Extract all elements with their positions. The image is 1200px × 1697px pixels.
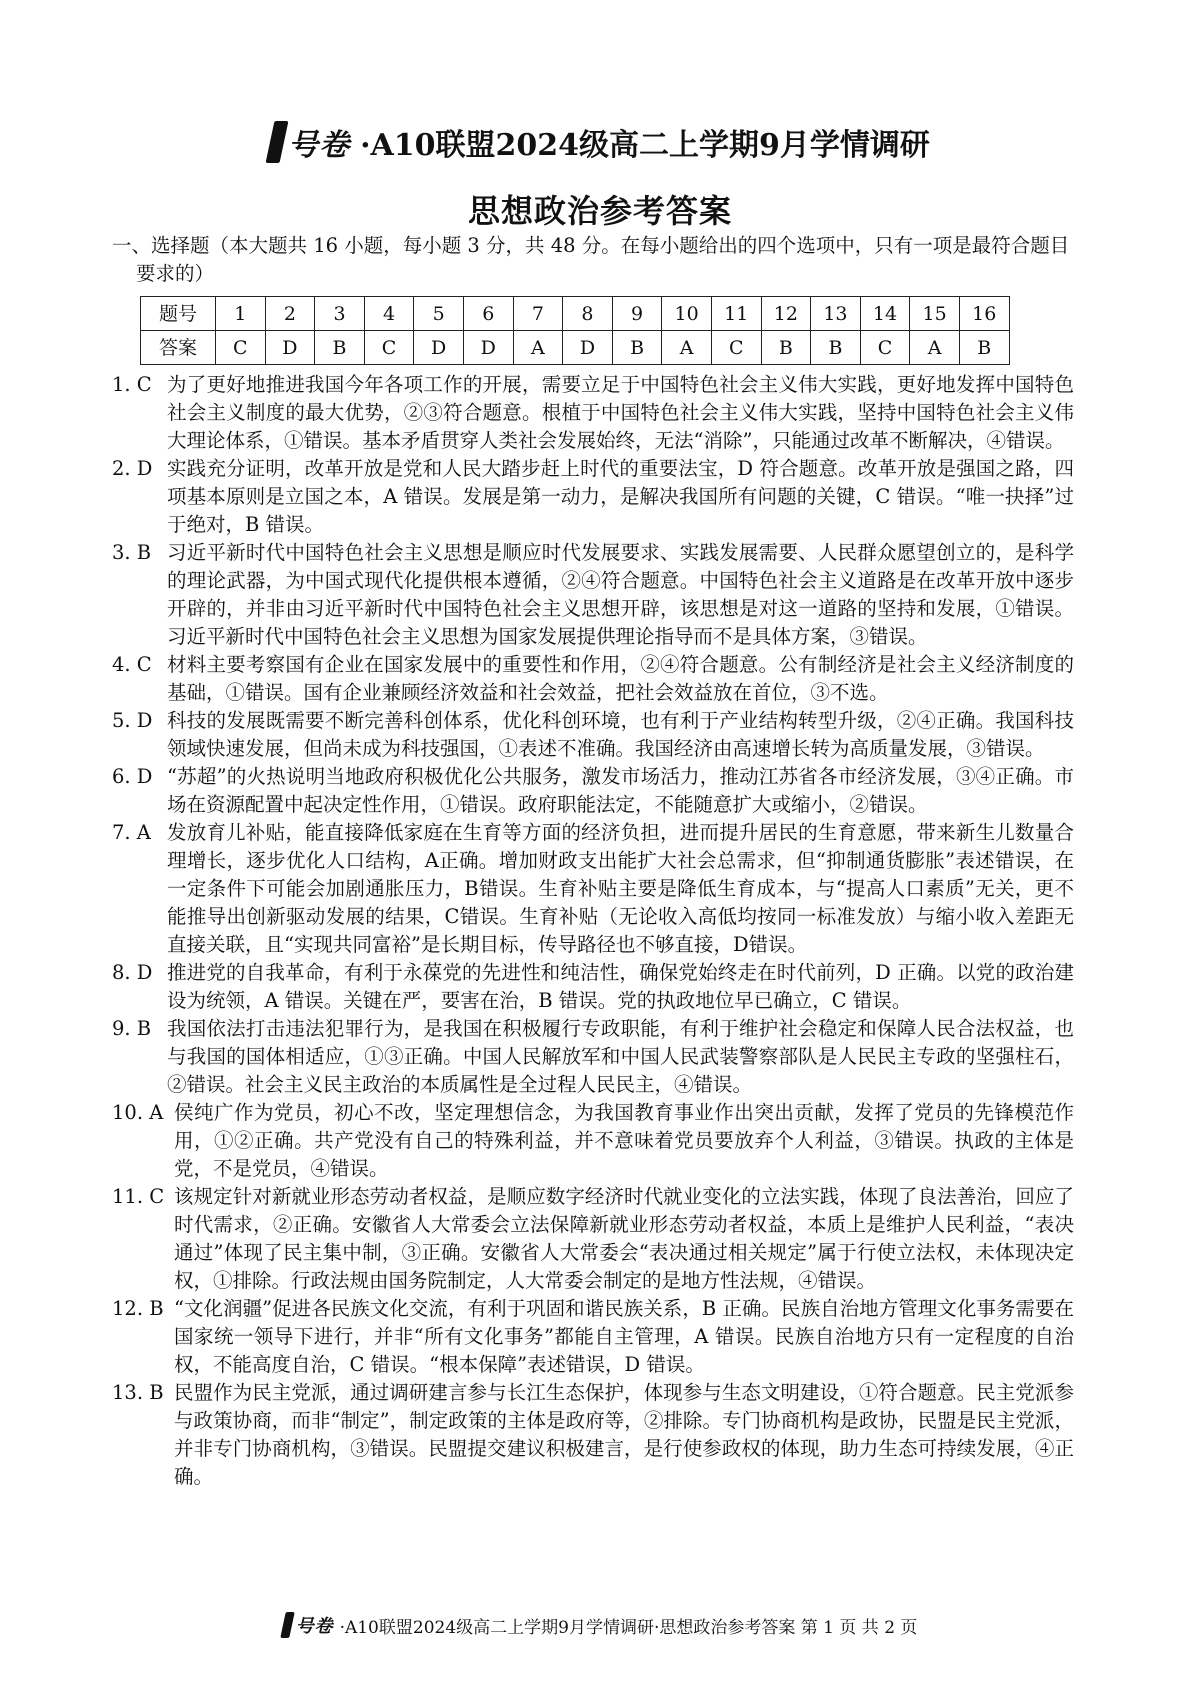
item-text: 该规定针对新就业形态劳动者权益，是顺应数字经济时代就业变化的立法实践，体现了良法善治，回应了时代需求，②正确。安徽省人大常委会立法保障新就业形态劳动者权益，本质上是维护人民利益，“表决通过”体现了民主集中制，③正确。安徽省人大常委会“表决通过相关规定”属于行使立法权，未体现决定权，①排除。行政法规由国务院制定，人大常委会制定的是地方性法规，④错误。 (174, 1185, 1074, 1292)
explanation-item (112, 371, 1074, 455)
answer-cell: B (612, 331, 662, 365)
answer-cell: D (414, 331, 464, 365)
explanation-item (112, 1379, 1074, 1491)
answer-cell: D (563, 331, 613, 365)
answer-cell: A (662, 331, 712, 365)
item-text: 发放育儿补贴，能直接降低家庭在生育等方面的经济负担，进而提升居民的生育意愿，带来新生儿数量合理增长，逐步优化人口结构，A正确。增加财政支出能扩大社会总需求，但“抑制通货膨胀”表述错误，在一定条件下可能会加剧通胀压力，B错误。生育补贴主要是降低生育成本，与“提高人口素质”无关，更不能推导出创新驱动发展的结果，C错误。生育补贴（无论收入高低均按同一标准发放）与缩小收入差距无直接关联，且“实现共同富裕”是长期目标，传导路径也不够直接，D错误。 (167, 821, 1074, 956)
answer-cell: A (513, 331, 563, 365)
question-number: 14 (860, 297, 910, 331)
answer-row (141, 331, 1010, 365)
row-label: 答案 (141, 331, 216, 365)
item-number: 4. C (112, 653, 152, 676)
question-number: 13 (811, 297, 861, 331)
question-number: 3 (315, 297, 365, 331)
answer-cell: B (811, 331, 861, 365)
item-number: 8. D (112, 961, 153, 984)
explanation-item (112, 959, 1074, 1015)
document-title: ·A10联盟2024级高二上学期9月学情调研 (360, 128, 930, 163)
question-number: 11 (711, 297, 761, 331)
item-text: “苏超”的火热说明当地政府积极优化公共服务，激发市场活力，推动江苏省各市经济发展，③④正确。市场在资源配置中起决定性作用，①错误。政府职能法定，不能随意扩大或缩小，②错误。 (167, 765, 1074, 816)
explanation-item (112, 455, 1074, 539)
explanation-item (112, 1183, 1074, 1295)
item-number: 10. A (112, 1101, 164, 1124)
question-number: 16 (959, 297, 1009, 331)
item-text: 科技的发展既需要不断完善科创体系，优化科创环境，也有利于产业结构转型升级，②④正确。我国科技领域快速发展，但尚未成为科技强国，①表述不准确。我国经济由高速增长转为高质量发展，③错误。 (167, 709, 1074, 760)
row-label: 题号 (141, 297, 216, 331)
item-text: 民盟作为民主党派，通过调研建言参与长江生态保护，体现参与生态文明建设，①符合题意。民主党派参与政策协商，而非“制定”，制定政策的主体是政府等，②排除。专门协商机构是政协，民盟是民主党派，并非专门协商机构，③错误。民盟提交建议积极建言，是行使参政权的体现，助力生态可持续发展，④正确。 (174, 1381, 1074, 1488)
explanation-item (112, 707, 1074, 763)
question-number: 15 (910, 297, 960, 331)
brush-stroke-icon (280, 1612, 295, 1638)
item-number: 2. D (112, 457, 153, 480)
answer-cell: C (711, 331, 761, 365)
answer-cell: D (265, 331, 315, 365)
item-text: 实践充分证明，改革开放是党和人民大踏步赶上时代的重要法宝，D 符合题意。改革开放是强国之路，四项基本原则是立国之本，A 错误。发展是第一动力，是解决我国所有问题的关键，C 错误。“唯一抉择”过于绝对，B 错误。 (167, 457, 1074, 536)
explanation-item (112, 819, 1074, 959)
answer-cell: C (216, 331, 266, 365)
explanation-item (112, 539, 1074, 651)
item-number: 6. D (112, 765, 153, 788)
logo-text: 号卷 (288, 128, 351, 163)
item-text: 习近平新时代中国特色社会主义思想是顺应时代发展要求、实践发展需要、人民群众愿望创立的，是科学的理论武器，为中国式现代化提供根本遵循，②④符合题意。中国特色社会主义道路是在改革开放中逐步开辟的，并非由习近平新时代中国特色社会主义思想开辟，该思想是对这一道路的坚持和发展，①错误。习近平新时代中国特色社会主义思想为国家发展提供理论指导而不是具体方案，③错误。 (167, 541, 1074, 648)
question-number: 2 (265, 297, 315, 331)
question-number: 6 (463, 297, 513, 331)
brand-logo (270, 120, 350, 164)
question-number: 12 (761, 297, 811, 331)
question-number: 10 (662, 297, 712, 331)
answer-cell: C (364, 331, 414, 365)
question-number: 4 (364, 297, 414, 331)
answer-cell: B (315, 331, 365, 365)
question-number: 8 (563, 297, 613, 331)
document-subtitle: 思想政治参考答案 (467, 192, 732, 230)
question-number-row (141, 297, 1010, 331)
answer-cell: C (860, 331, 910, 365)
answer-cell: D (463, 331, 513, 365)
item-text: 侯纯广作为党员，初心不改，坚定理想信念，为我国教育事业作出突出贡献，发挥了党员的先锋模范作用，①②正确。共产党没有自己的特殊利益，并不意味着党员要放弃个人利益，③错误。执政的主体是党，不是党员，④错误。 (174, 1101, 1074, 1180)
explanation-item (112, 651, 1074, 707)
footer-logo-text: 号卷 (295, 1616, 334, 1637)
question-number: 1 (216, 297, 266, 331)
answer-cell: B (761, 331, 811, 365)
item-text: 我国依法打击违法犯罪行为，是我国在积极履行专政职能，有利于维护社会稳定和保障人民合法权益，也与我国的国体相适应，①③正确。中国人民解放军和中国人民武装警察部队是人民民主专政的坚强柱石，②错误。社会主义民主政治的本质属性是全过程人民民主，④错误。 (167, 1017, 1074, 1096)
section-heading: 一、选择题（本大题共 16 小题，每小题 3 分，共 48 分。在每小题给出的四个选项中，只有一项是最符合题目要求的） (112, 234, 1070, 285)
answer-cell: B (959, 331, 1009, 365)
question-number: 9 (612, 297, 662, 331)
explanation-item (112, 1295, 1074, 1379)
page-footer (0, 1612, 1200, 1638)
item-number: 12. B (112, 1297, 164, 1320)
brush-stroke-icon (266, 121, 289, 163)
question-number: 5 (414, 297, 464, 331)
item-number: 1. C (112, 373, 152, 396)
title-row (0, 120, 1200, 164)
item-text: 为了更好地推进我国今年各项工作的开展，需要立足于中国特色社会主义伟大实践，更好地发挥中国特色社会主义制度的最大优势，②③符合题意。根植于中国特色社会主义伟大实践，坚持中国特色社会主义伟大理论体系，①错误。基本矛盾贯穿人类社会发展始终，无法“消除”，只能通过改革不断解决，④错误。 (167, 373, 1074, 452)
item-number: 9. B (112, 1017, 152, 1040)
page-header (0, 120, 1200, 232)
answer-cell: A (910, 331, 960, 365)
item-text: “文化润疆”促进各民族文化交流，有利于巩固和谐民族关系，B 正确。民族自治地方管理文化事务需要在国家统一领导下进行，并非“所有文化事务”都能自主管理，A 错误。民族自治地方只有一定程度的自治权，不能高度自治，C 错误。“根本保障”表述错误，D 错误。 (174, 1297, 1074, 1376)
main-content (112, 232, 1074, 1491)
item-number: 3. B (112, 541, 152, 564)
footer-logo (283, 1612, 334, 1638)
footer-text: ·A10联盟2024级高二上学期9月学情调研·思想政治参考答案 第 1 页 共 2 页 (339, 1617, 918, 1638)
item-number: 5. D (112, 709, 153, 732)
item-number: 11. C (112, 1185, 165, 1208)
explanation-item (112, 763, 1074, 819)
answer-table (140, 296, 1010, 365)
question-number: 7 (513, 297, 563, 331)
item-text: 推进党的自我革命，有利于永葆党的先进性和纯洁性，确保党始终走在时代前列，D 正确。以党的政治建设为统领，A 错误。关键在严，要害在治，B 错误。党的执政地位早已确立，C 错误。 (167, 961, 1074, 1012)
item-number: 13. B (112, 1381, 164, 1404)
explanation-item (112, 1015, 1074, 1099)
item-text: 材料主要考察国有企业在国家发展中的重要性和作用，②④符合题意。公有制经济是社会主义经济制度的基础，①错误。国有企业兼顾经济效益和社会效益，把社会效益放在首位，③不选。 (167, 653, 1074, 704)
explanation-item (112, 1099, 1074, 1183)
item-number: 7. A (112, 821, 151, 844)
